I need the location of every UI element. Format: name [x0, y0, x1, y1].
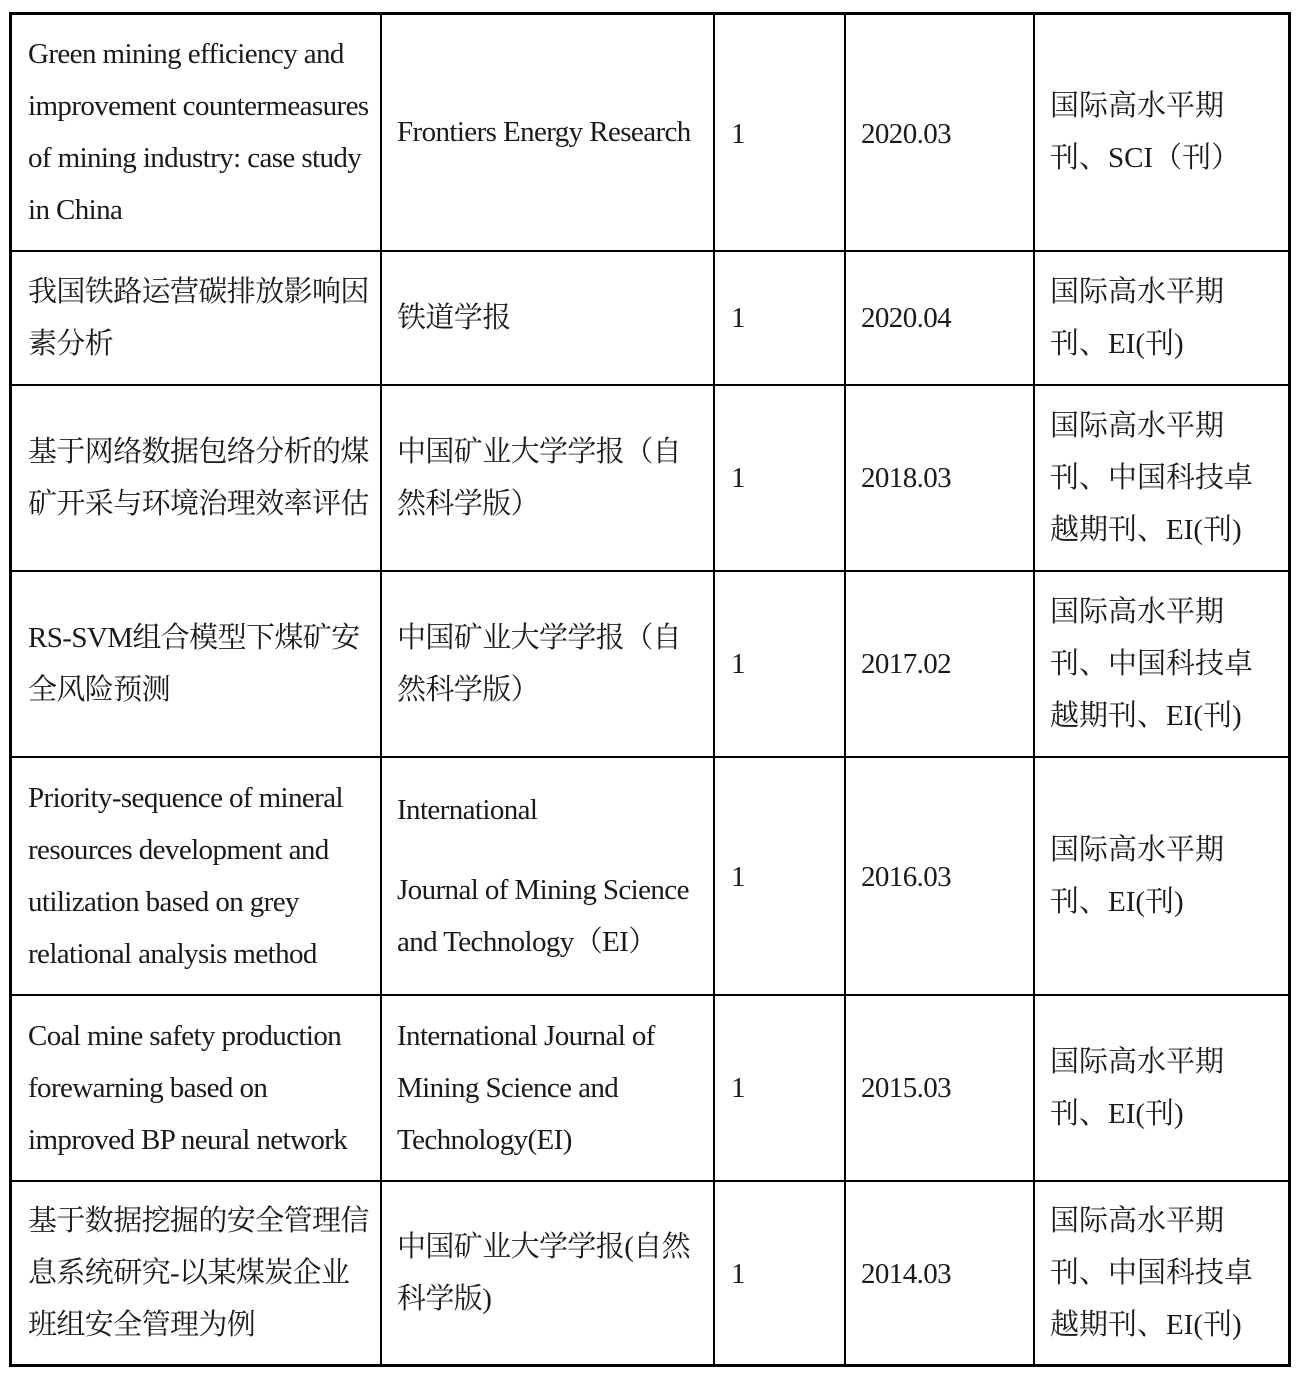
- author-rank-cell: [714, 995, 845, 1181]
- paper-title: 我国铁路运营碳排放影响因素分析: [28, 275, 369, 360]
- paper-title: 基于数据挖掘的安全管理信息系统研究-以某煤炭企业班组安全管理为例: [28, 1204, 369, 1341]
- publish-date: 2018.03: [861, 461, 952, 494]
- paper-title-cell: [11, 571, 382, 757]
- journal-cell: [381, 995, 714, 1181]
- table-row: [11, 1181, 1290, 1366]
- journal-level: 国际高水平期刊、中国科技卓越期刊、EI(刊): [1050, 595, 1254, 732]
- author-rank-cell: [714, 757, 845, 995]
- journal-spacer: [397, 836, 699, 864]
- journal-level: 国际高水平期刊、EI(刊): [1050, 275, 1225, 360]
- table-row: [11, 385, 1290, 571]
- paper-title-cell: [11, 251, 382, 385]
- journal-level: 国际高水平期刊、SCI（刊）: [1050, 90, 1241, 175]
- paper-title-cell: [11, 14, 382, 251]
- paper-title: Coal mine safety production forewarning based on improved BP neural network: [28, 1019, 348, 1156]
- publish-date: 2014.03: [861, 1257, 952, 1290]
- paper-title: Priority-sequence of mineral resources development and utilization based on grey relational analysis method: [28, 781, 343, 970]
- journal-cell: [381, 251, 714, 385]
- publish-date: 2020.03: [861, 118, 952, 150]
- table-row: [11, 757, 1290, 995]
- paper-title-cell: [11, 1181, 382, 1366]
- table-row: [11, 571, 1290, 757]
- journal-name: 中国矿业大学学报（自然科学版）: [397, 435, 682, 520]
- journal-level-cell: [1034, 757, 1290, 995]
- journal-level: 国际高水平期刊、中国科技卓越期刊、EI(刊): [1050, 1204, 1254, 1341]
- journal-cell: [381, 385, 714, 571]
- author-rank: 1: [731, 1071, 745, 1104]
- journal-name-line2: Journal of Mining Science and Technology（EI）: [397, 873, 689, 958]
- table-row: [11, 14, 1290, 251]
- journal-level-cell: [1034, 995, 1290, 1181]
- journal-name: Frontiers Energy Research: [397, 116, 691, 149]
- publish-date-cell: [845, 571, 1034, 757]
- author-rank: 1: [731, 1257, 745, 1290]
- author-rank-cell: [714, 385, 845, 571]
- publish-date: 2017.02: [861, 647, 952, 680]
- author-rank: 1: [731, 118, 745, 150]
- author-rank-cell: [714, 571, 845, 757]
- paper-title: Green mining efficiency and improvement countermeasures of mining industry: case study in China: [28, 38, 369, 227]
- journal-cell: [381, 571, 714, 757]
- journal-cell: [381, 757, 714, 995]
- publish-date-cell: [845, 14, 1034, 251]
- publish-date-cell: [845, 385, 1034, 571]
- journal-level: 国际高水平期刊、EI(刊): [1050, 833, 1225, 918]
- paper-title-cell: [11, 995, 382, 1181]
- table-row: [11, 995, 1290, 1181]
- publish-date: 2015.03: [861, 1071, 952, 1104]
- publish-date: 2016.03: [861, 860, 952, 893]
- table-row: [11, 251, 1290, 385]
- author-rank: 1: [731, 301, 745, 334]
- journal-name: International Journal of Mining Science and Technology(EI): [397, 1019, 655, 1156]
- author-rank: 1: [731, 647, 745, 680]
- publish-date: 2020.04: [861, 301, 952, 334]
- journal-level-cell: [1034, 251, 1290, 385]
- journal-level-cell: [1034, 14, 1290, 251]
- journal-level-cell: [1034, 385, 1290, 571]
- author-rank-cell: [714, 14, 845, 251]
- paper-title-cell: [11, 757, 382, 995]
- publish-date-cell: [845, 251, 1034, 385]
- journal-name: 中国矿业大学学报（自然科学版）: [397, 621, 682, 706]
- journal-level: 国际高水平期刊、EI(刊): [1050, 1045, 1225, 1130]
- journal-level: 国际高水平期刊、中国科技卓越期刊、EI(刊): [1050, 409, 1254, 546]
- publications-table: [9, 12, 1291, 1367]
- journal-name-line1: International: [397, 793, 538, 826]
- paper-title-cell: [11, 385, 382, 571]
- journal-cell: [381, 1181, 714, 1366]
- publish-date-cell: [845, 1181, 1034, 1366]
- journal-level-cell: [1034, 571, 1290, 757]
- author-rank-cell: [714, 251, 845, 385]
- paper-title: 基于网络数据包络分析的煤矿开采与环境治理效率评估: [28, 435, 369, 520]
- publish-date-cell: [845, 757, 1034, 995]
- author-rank-cell: [714, 1181, 845, 1366]
- publish-date-cell: [845, 995, 1034, 1181]
- author-rank: 1: [731, 461, 745, 494]
- journal-cell: [381, 14, 714, 251]
- journal-name: 铁道学报: [397, 301, 511, 334]
- journal-level-cell: [1034, 1181, 1290, 1366]
- journal-name: 中国矿业大学学报(自然科学版): [397, 1230, 691, 1315]
- author-rank: 1: [731, 860, 745, 893]
- paper-title: RS-SVM组合模型下煤矿安全风险预测: [28, 621, 360, 706]
